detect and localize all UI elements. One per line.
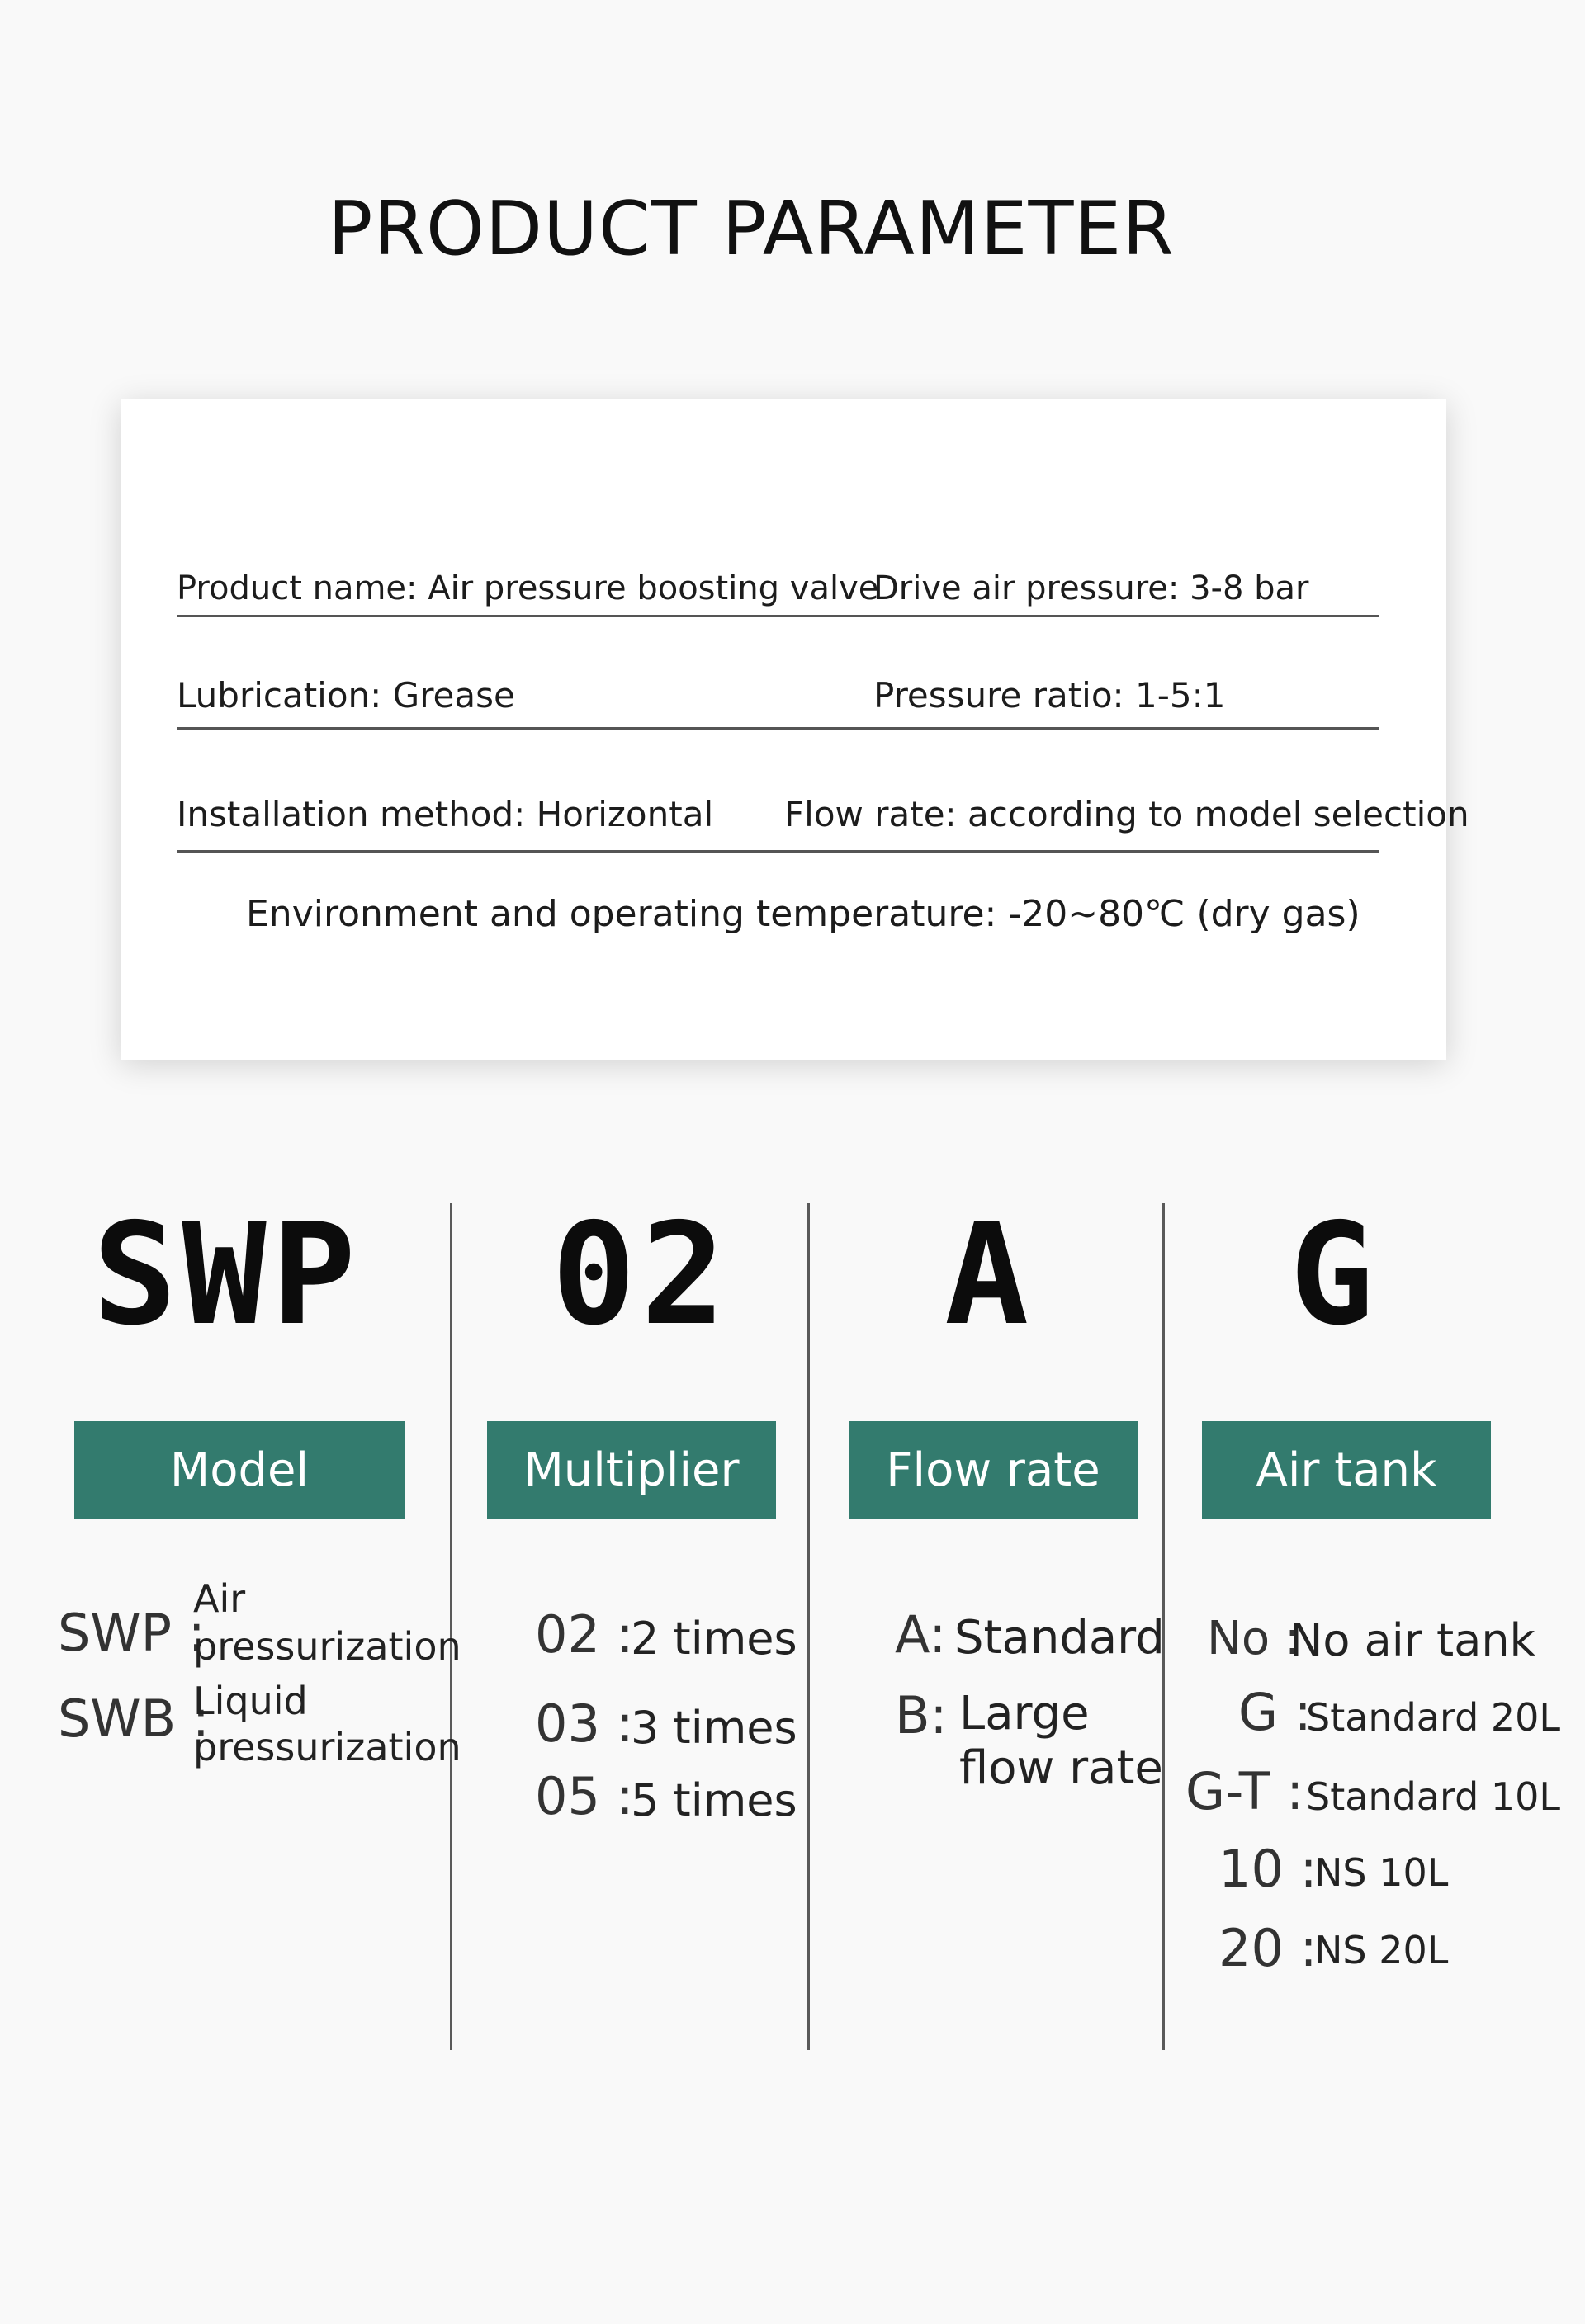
divider-line bbox=[177, 850, 1379, 853]
param-environment: Environment and operating temperature: -20~80℃ (dry gas) bbox=[246, 893, 1360, 935]
param-lubrication: Lubrication: Grease bbox=[177, 675, 515, 716]
option-value: Air bbox=[193, 1576, 246, 1621]
option-key: G-T : bbox=[1185, 1761, 1304, 1821]
option-key: B: bbox=[895, 1685, 948, 1745]
option-value: Standard 10L bbox=[1306, 1774, 1561, 1819]
option-value: 5 times bbox=[631, 1774, 797, 1826]
column-divider bbox=[807, 1203, 810, 2050]
divider-line bbox=[177, 727, 1379, 730]
param-product-name: Product name: Air pressure boosting valve bbox=[177, 569, 879, 607]
option-key: 02 : bbox=[535, 1604, 634, 1665]
label-flow-rate: Flow rate bbox=[849, 1421, 1138, 1519]
code-air-tank: G bbox=[1289, 1193, 1379, 1357]
option-key: 05 : bbox=[535, 1766, 634, 1826]
label-model: Model bbox=[74, 1421, 405, 1519]
code-multiplier: 02 bbox=[551, 1193, 731, 1357]
parameter-card bbox=[121, 399, 1446, 1060]
label-air-tank: Air tank bbox=[1202, 1421, 1491, 1519]
option-key: 10 : bbox=[1218, 1839, 1318, 1899]
divider-line bbox=[177, 615, 1379, 617]
param-drive-air-pressure: Drive air pressure: 3-8 bar bbox=[873, 569, 1309, 607]
option-value: Standard 20L bbox=[1306, 1695, 1561, 1740]
option-value: No air tank bbox=[1289, 1614, 1535, 1666]
param-installation-method: Installation method: Horizontal bbox=[177, 794, 714, 834]
option-value: Large bbox=[959, 1687, 1090, 1741]
page-title: PRODUCT PARAMETER bbox=[328, 186, 1175, 272]
option-value: NS 10L bbox=[1314, 1850, 1449, 1895]
option-key: A: bbox=[895, 1604, 947, 1665]
option-key: 03 : bbox=[535, 1693, 634, 1754]
code-flow-rate: A bbox=[944, 1193, 1034, 1357]
option-key: SWB : bbox=[58, 1689, 210, 1749]
option-value: 3 times bbox=[631, 1702, 797, 1754]
option-key: No : bbox=[1207, 1612, 1300, 1665]
option-value: flow rate bbox=[959, 1741, 1163, 1795]
param-pressure-ratio: Pressure ratio: 1-5:1 bbox=[873, 675, 1226, 716]
option-value: NS 20L bbox=[1314, 1928, 1449, 1972]
option-value: 2 times bbox=[631, 1613, 797, 1665]
label-multiplier: Multiplier bbox=[487, 1421, 776, 1519]
option-key: SWP : bbox=[58, 1603, 206, 1663]
option-key: G : bbox=[1238, 1682, 1312, 1742]
option-value: pressurization bbox=[193, 1725, 461, 1769]
option-value: Standard bbox=[954, 1611, 1165, 1665]
param-flow-rate: Flow rate: according to model selection bbox=[784, 794, 1469, 834]
option-key: 20 : bbox=[1218, 1918, 1318, 1978]
code-model: SWP bbox=[92, 1193, 362, 1357]
option-value: Liquid bbox=[193, 1679, 308, 1723]
option-value: pressurization bbox=[193, 1624, 461, 1669]
